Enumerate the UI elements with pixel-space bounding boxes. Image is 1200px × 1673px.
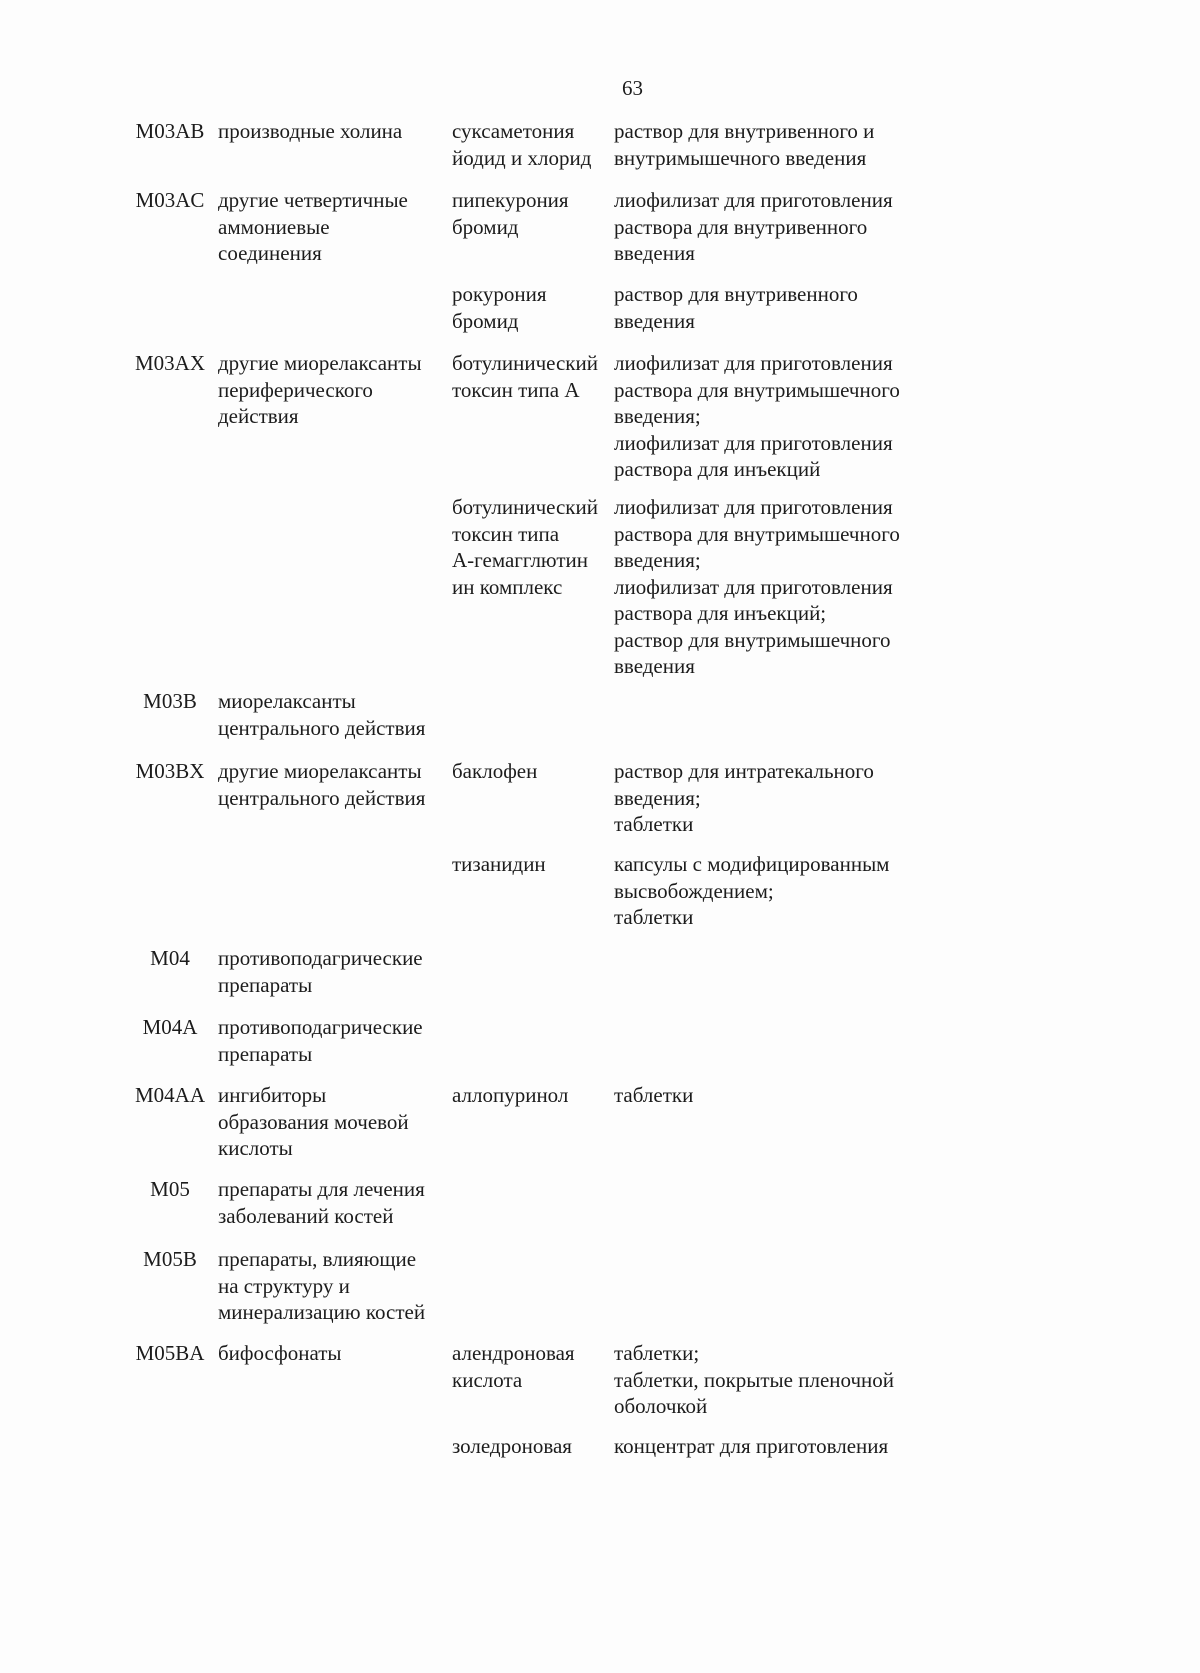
group-name-line: противоподагрические xyxy=(218,1015,423,1039)
drug-name-line: ботулинический xyxy=(452,351,598,375)
drug-name-cell xyxy=(452,494,612,600)
atc-code-cell xyxy=(128,1014,212,1041)
dosage-form-line: таблетки xyxy=(614,1083,694,1107)
drug-name-line: суксаметония xyxy=(452,119,575,143)
dosage-form-cell xyxy=(614,1082,954,1109)
atc-code: M03B xyxy=(143,689,197,713)
group-name-line: на структуру и xyxy=(218,1273,350,1298)
atc-code: M05B xyxy=(143,1247,197,1271)
dosage-form-line: таблетки xyxy=(614,905,694,929)
dosage-form-line: введения; xyxy=(614,548,701,572)
dosage-form-line: лиофилизат для приготовления xyxy=(614,351,893,375)
dosage-form-line: капсулы с модифицированным xyxy=(614,852,890,876)
drug-name-cell xyxy=(452,1433,612,1460)
drug-name-line: ботулинический xyxy=(452,495,598,519)
dosage-form-cell xyxy=(614,118,954,171)
atc-code-cell xyxy=(128,1082,212,1109)
group-name-line: кислоты xyxy=(218,1136,293,1160)
group-name-cell xyxy=(218,758,448,811)
atc-code: M03AB xyxy=(135,119,205,143)
atc-code-cell xyxy=(128,1176,212,1203)
dosage-form-cell xyxy=(614,494,954,680)
dosage-form-line: введения; xyxy=(614,404,701,428)
group-name-line: препараты xyxy=(218,972,313,997)
dosage-form-line: таблетки, покрытые пленочной xyxy=(614,1367,895,1392)
dosage-form-cell xyxy=(614,350,954,483)
drug-name-line: золедроновая xyxy=(452,1434,572,1458)
group-name-line: ингибиторы xyxy=(218,1083,327,1107)
group-name-line: препараты, влияющие xyxy=(218,1247,417,1271)
dosage-form-cell xyxy=(614,187,954,267)
dosage-form-cell xyxy=(614,1340,954,1420)
atc-code-cell xyxy=(128,350,212,377)
dosage-form-cell xyxy=(614,1433,954,1460)
group-name-cell xyxy=(218,945,448,998)
group-name-line: производные холина xyxy=(218,119,403,143)
atc-code-cell xyxy=(128,945,212,972)
group-name-cell xyxy=(218,1014,448,1067)
drug-name-line: тизанидин xyxy=(452,852,546,876)
atc-code: M04A xyxy=(142,1015,198,1039)
drug-name-line: аллопуринол xyxy=(452,1083,569,1107)
drug-name-cell xyxy=(452,281,612,334)
dosage-form-line: лиофилизат для приготовления xyxy=(614,495,893,519)
atc-code-cell xyxy=(128,1246,212,1273)
group-name-line: центрального действия xyxy=(218,785,426,810)
group-name-cell xyxy=(218,1340,448,1367)
group-name-line: периферического xyxy=(218,377,373,402)
dosage-form-line: введения xyxy=(614,241,695,265)
drug-name-line: А-гемагглютин xyxy=(452,548,588,572)
group-name-line: заболеваний костей xyxy=(218,1203,394,1228)
dosage-form-line: введения xyxy=(614,308,695,333)
page-number: 63 xyxy=(622,76,643,100)
atc-code: M05BA xyxy=(135,1341,205,1365)
group-name-cell xyxy=(218,1246,448,1326)
group-name-cell xyxy=(218,350,448,430)
dosage-form-line: лиофилизат для приготовления xyxy=(614,574,893,599)
dosage-form-line: введения; xyxy=(614,785,701,810)
group-name-line: аммониевые xyxy=(218,214,330,239)
group-name-line: препараты для лечения xyxy=(218,1177,425,1201)
group-name-line: другие четвертичные xyxy=(218,188,408,212)
dosage-form-line: раствор для интратекального xyxy=(614,759,874,783)
group-name-cell xyxy=(218,688,448,741)
group-name-line: другие миорелаксанты xyxy=(218,759,422,783)
dosage-form-line: раствора для внутримышечного xyxy=(614,521,900,546)
dosage-form-line: концентрат для приготовления xyxy=(614,1434,889,1458)
dosage-form-line: раствора для внутривенного xyxy=(614,214,868,239)
drug-name-line: токсин типа А xyxy=(452,377,580,402)
dosage-form-line: лиофилизат для приготовления xyxy=(614,188,893,212)
drug-name-line: токсин типа xyxy=(452,521,560,546)
atc-code: M04AA xyxy=(134,1083,205,1107)
atc-code: M03AC xyxy=(135,188,205,212)
drug-name-cell xyxy=(452,118,612,171)
dosage-form-line: раствор для внутривенного и xyxy=(614,119,875,143)
atc-code: M04 xyxy=(150,946,190,970)
dosage-form-line: таблетки xyxy=(614,812,694,836)
atc-code-cell xyxy=(128,1340,212,1367)
drug-name-line: кислота xyxy=(452,1367,523,1392)
dosage-form-line: внутримышечного введения xyxy=(614,145,867,170)
dosage-form-line: раствора для инъекций xyxy=(614,457,821,481)
atc-code-cell xyxy=(128,758,212,785)
drug-name-line: ин комплекс xyxy=(452,574,563,599)
group-name-line: противоподагрические xyxy=(218,946,423,970)
dosage-form-line: раствора для внутримышечного xyxy=(614,377,900,402)
atc-code: M03BX xyxy=(135,759,205,783)
group-name-line: миорелаксанты xyxy=(218,689,356,713)
dosage-form-line: раствор для внутривенного xyxy=(614,282,858,306)
drug-name-line: пипекурония xyxy=(452,188,569,212)
drug-name-line: рокурония xyxy=(452,282,547,306)
drug-name-line: баклофен xyxy=(452,759,538,783)
dosage-form-line: раствора для инъекций; xyxy=(614,601,827,625)
dosage-form-line: раствор для внутримышечного xyxy=(614,627,891,652)
group-name-line: другие миорелаксанты xyxy=(218,351,422,375)
drug-name-cell xyxy=(452,851,612,878)
drug-name-cell xyxy=(452,1082,612,1109)
group-name-line: соединения xyxy=(218,241,322,265)
atc-code-cell xyxy=(128,187,212,214)
group-name-line: бифосфонаты xyxy=(218,1341,342,1365)
group-name-line: образования мочевой xyxy=(218,1109,409,1134)
drug-name-line: алендроновая xyxy=(452,1341,575,1365)
dosage-form-cell xyxy=(614,851,954,931)
dosage-form-line: лиофилизат для приготовления xyxy=(614,430,893,455)
group-name-line: центрального действия xyxy=(218,715,426,740)
atc-code-cell xyxy=(128,688,212,715)
atc-code: M05 xyxy=(150,1177,190,1201)
group-name-cell xyxy=(218,1082,448,1162)
drug-name-line: бромид xyxy=(452,214,519,239)
drug-name-cell xyxy=(452,350,612,403)
dosage-form-cell xyxy=(614,281,954,334)
atc-code-cell xyxy=(128,118,212,145)
group-name-cell xyxy=(218,118,448,145)
dosage-form-line: оболочкой xyxy=(614,1394,708,1418)
drug-name-line: бромид xyxy=(452,308,519,333)
dosage-form-line: высвобождением; xyxy=(614,878,774,903)
dosage-form-line: таблетки; xyxy=(614,1341,700,1365)
group-name-line: минерализацию костей xyxy=(218,1300,426,1324)
drug-name-cell xyxy=(452,758,612,785)
drug-name-cell xyxy=(452,187,612,240)
drug-name-cell xyxy=(452,1340,612,1393)
group-name-cell xyxy=(218,1176,448,1229)
dosage-form-line: введения xyxy=(614,654,695,678)
group-name-cell xyxy=(218,187,448,267)
atc-code: M03AX xyxy=(134,351,205,375)
group-name-line: препараты xyxy=(218,1041,313,1066)
group-name-line: действия xyxy=(218,404,299,428)
drug-name-line: йодид и хлорид xyxy=(452,145,592,170)
dosage-form-cell xyxy=(614,758,954,838)
